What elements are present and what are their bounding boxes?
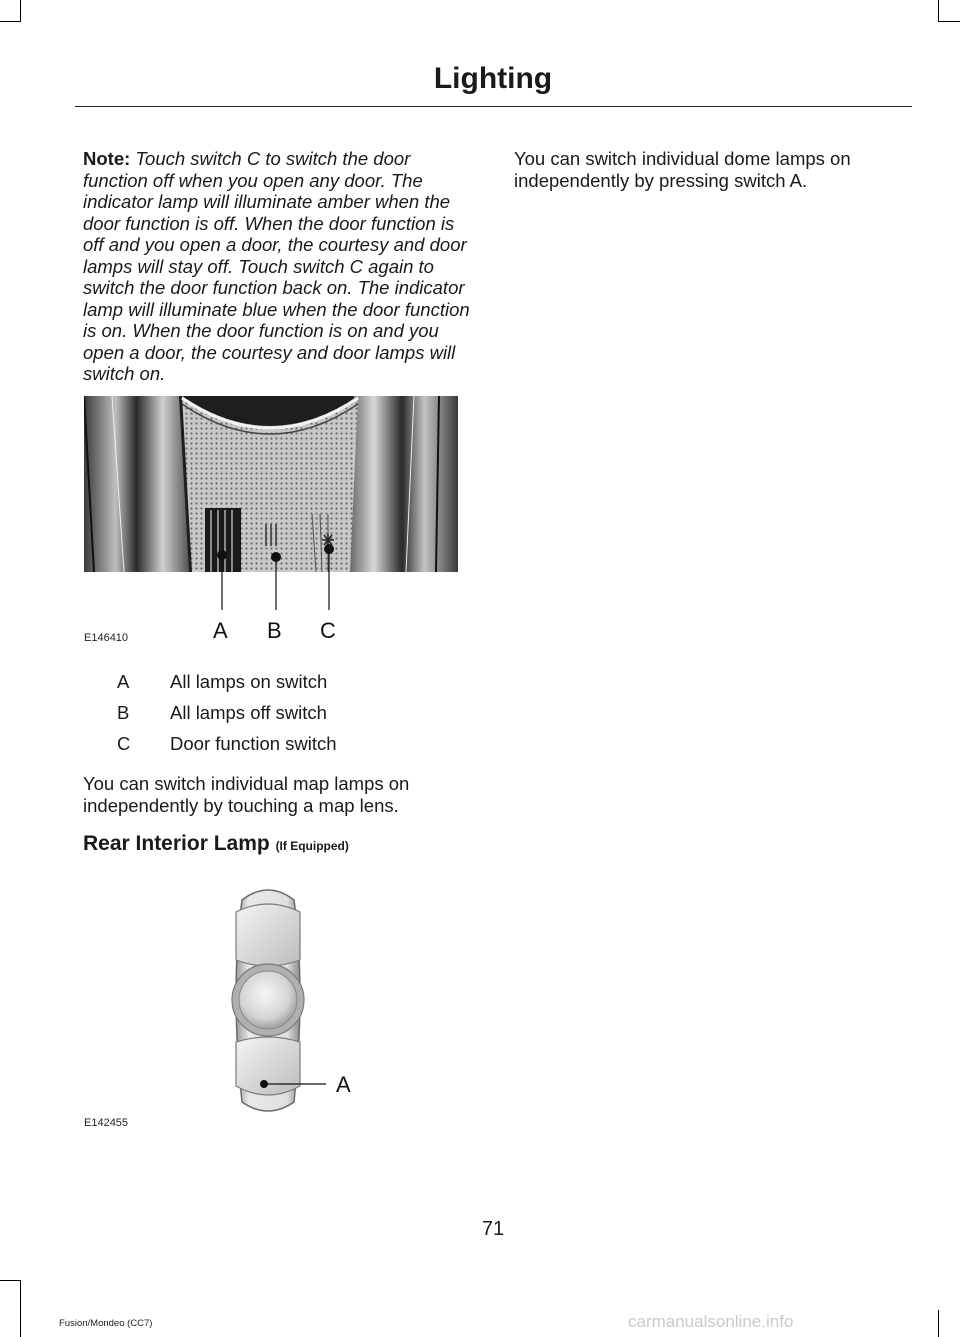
legend-key: C — [117, 733, 131, 754]
legend-text: All lamps off switch — [170, 702, 327, 723]
legend-text: All lamps on switch — [170, 671, 328, 692]
callout-b: B — [267, 618, 282, 643]
legend-text: Door function switch — [170, 733, 337, 754]
legend-key: B — [117, 702, 130, 723]
section-qualifier: (If Equipped) — [275, 839, 349, 853]
map-lamp-paragraph: You can switch individual map lamps on independently by touching a map lens. — [83, 773, 410, 816]
dome-lamp-paragraph: You can switch individual dome lamps on independently by pressing switch A. — [514, 148, 851, 191]
callout-a: A — [213, 618, 228, 643]
watermark: carmanualsonline.info — [628, 1312, 794, 1331]
page-title: Lighting — [433, 62, 553, 95]
page-number: 71 — [481, 1218, 505, 1240]
crop-mark-bottom-right-v — [938, 1310, 939, 1337]
footer-model: Fusion/Mondeo (CC7) — [59, 1318, 153, 1329]
note-label: Note: — [83, 148, 131, 169]
callout-c: C — [320, 618, 336, 643]
figure2-id: E142455 — [84, 1117, 129, 1129]
legend-key: A — [117, 671, 130, 692]
section-title: Rear Interior Lamp — [83, 832, 270, 855]
note-text: Touch switch C to switch the door function off when you open any door. The indicator lamp will illuminate amber when the door function is off. When the door function is off and you open a door, the courtesy and door lamps will stay off. Touch switch C again to switch the door function back on. The indicator lamp will illuminate blue when the door function is on. When the door function is on and you open a door, the courtesy and door lamps will switch on. — [83, 148, 470, 384]
figure1-callout-leaders — [0, 0, 960, 640]
section-heading — [83, 832, 349, 856]
crop-mark-bottom-left-v — [20, 1280, 21, 1337]
figure2-callout-a: A — [336, 1072, 351, 1097]
rear-interior-lamp-figure — [200, 880, 380, 1124]
crop-mark-bottom-left-h — [0, 1280, 21, 1281]
figure1-id: E146410 — [84, 632, 129, 644]
